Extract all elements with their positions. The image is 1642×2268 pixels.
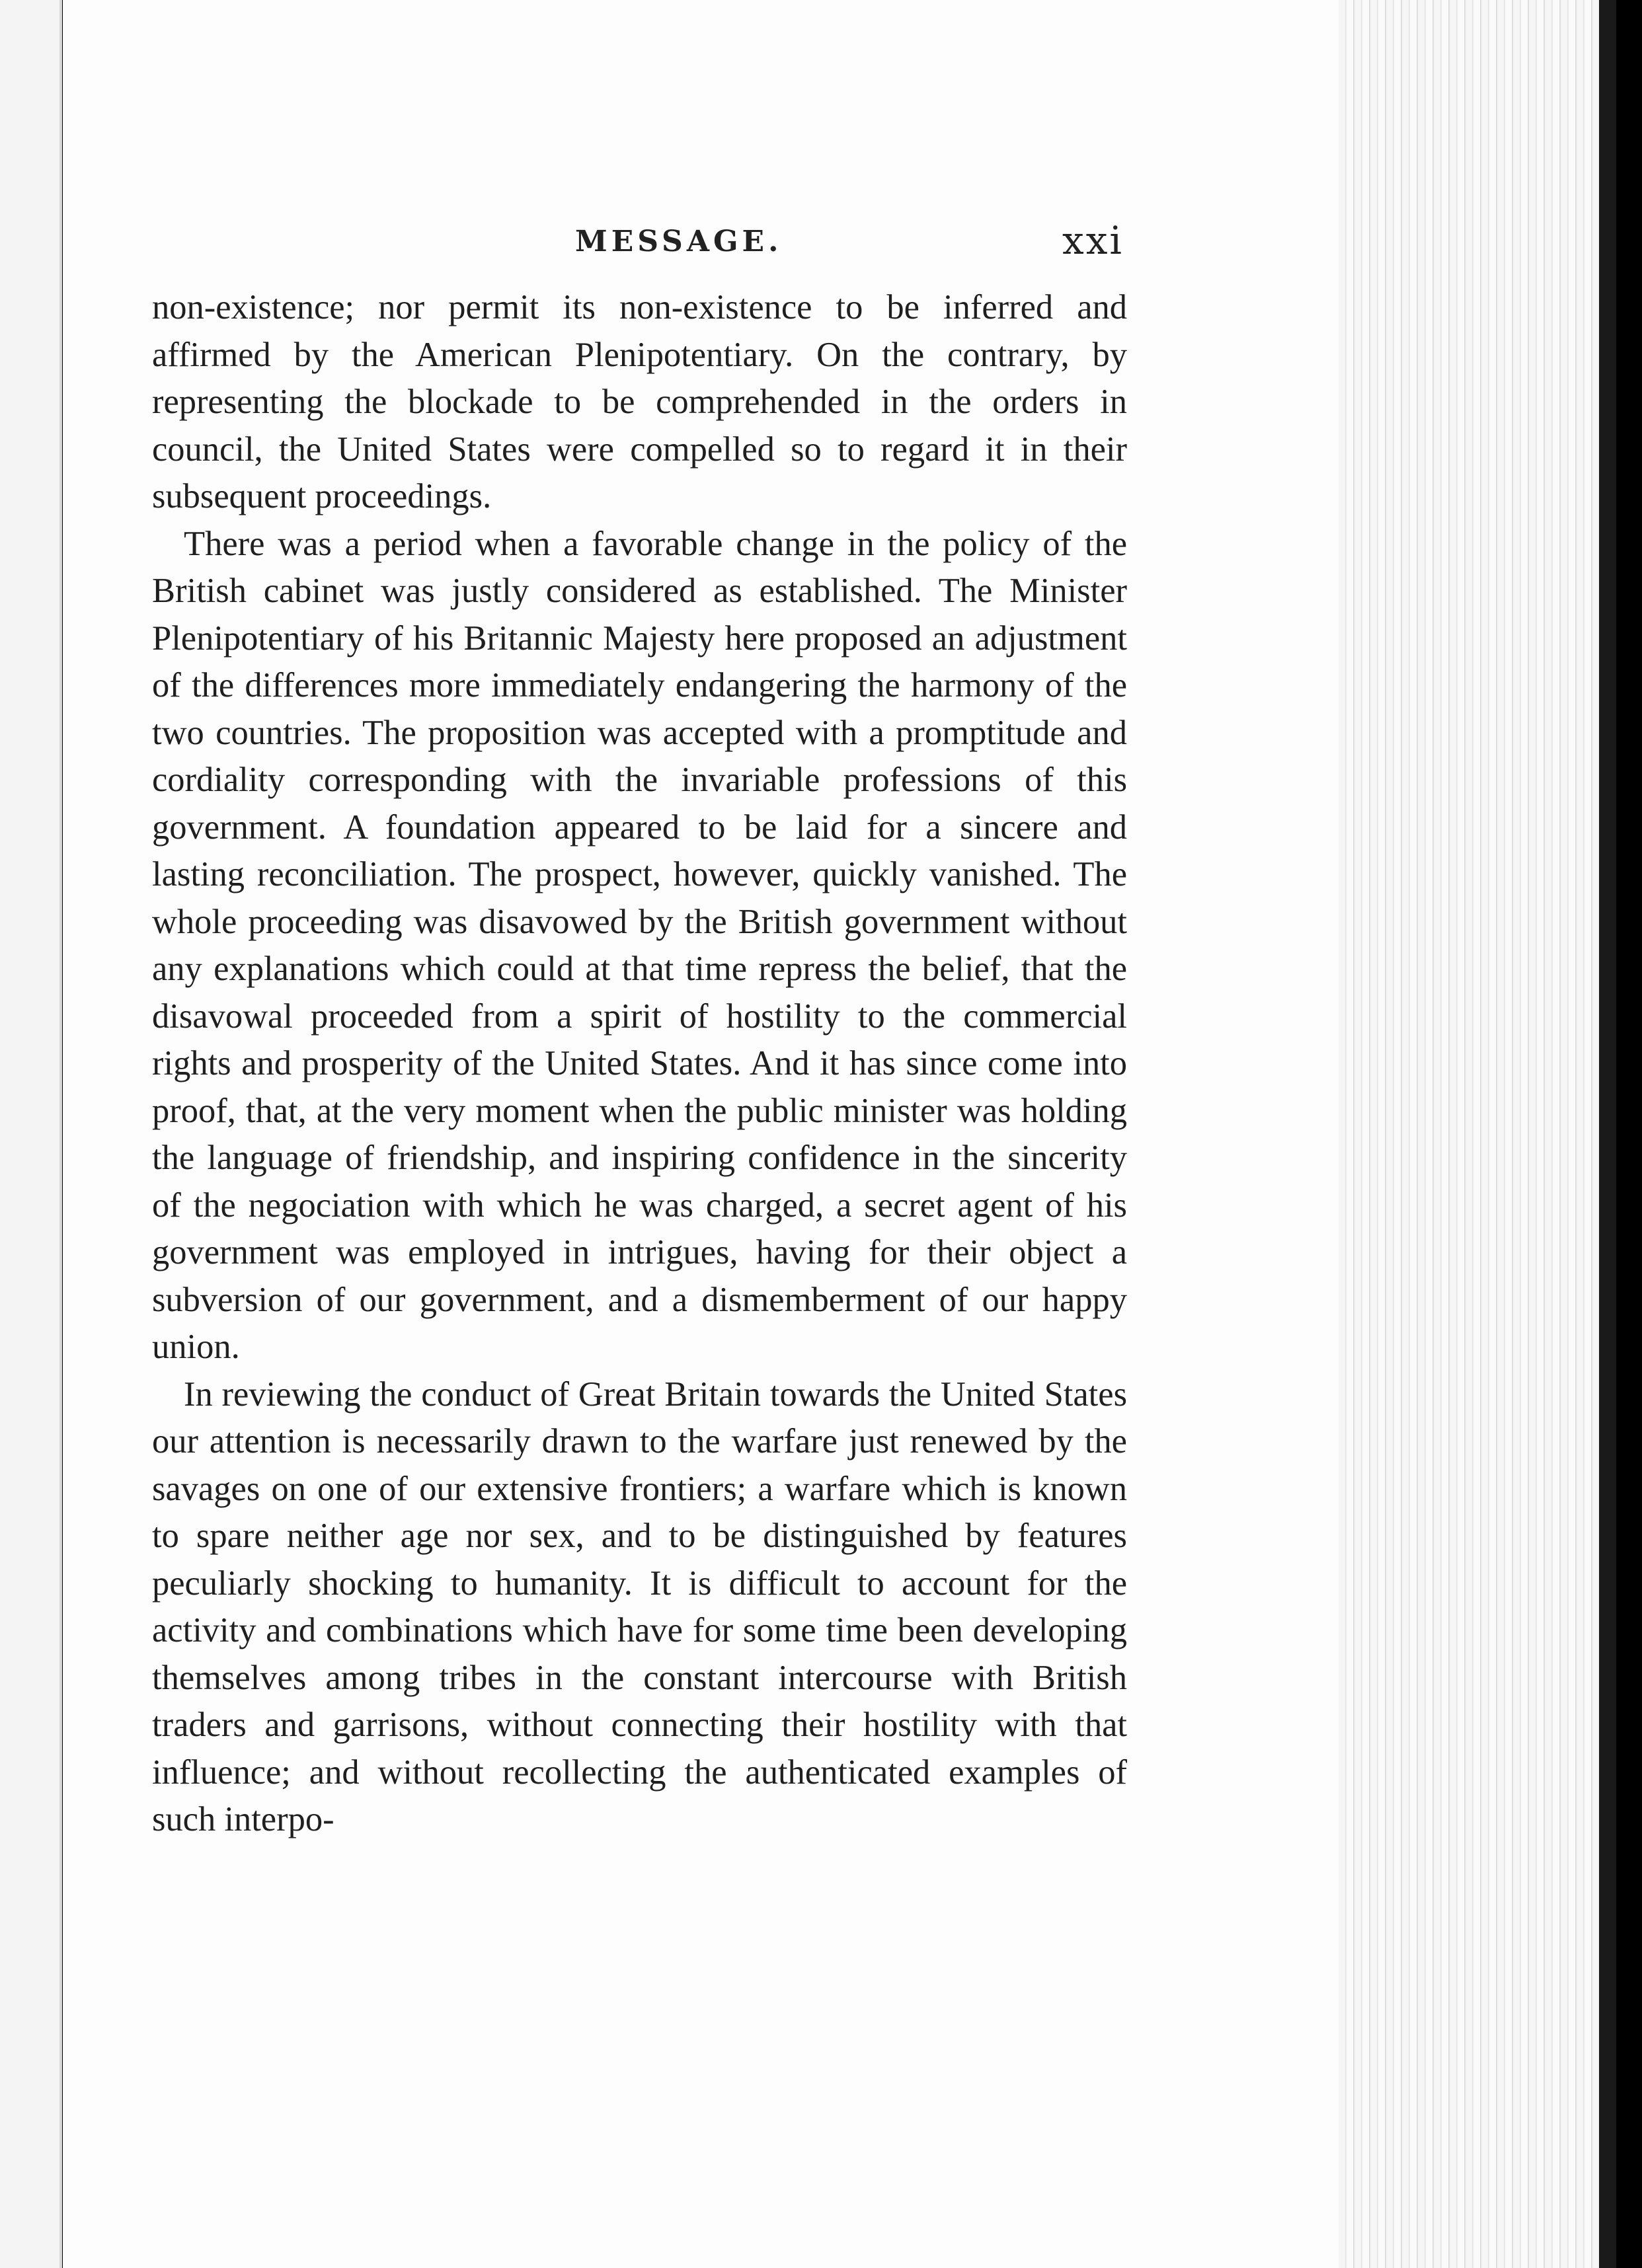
paragraph: In reviewing the conduct of Great Britain towards the United States our attention is necessarily drawn to the warfare just renewed by the savages on one of our extensive frontiers; a warfare which is known to spare neither age nor sex, and to be distinguished by features peculiarly shocking to humanity. It is difficult to account for the activity and combinations which have for some time been developing themselves among tribes in the constant intercourse with British traders and garrisons, without connecting their hostility with that influence; and without recollecting the authenticated examples of such interpo- (152, 1375, 1127, 1838)
body-text (152, 284, 1127, 1844)
previous-page-edge (0, 0, 62, 2268)
page-number: xxi (1062, 218, 1124, 263)
paragraph: There was a period when a favorable change in the policy of the British cabinet was justly considered as established. The Minister Plenipotentiary of his Britannic Majesty here proposed an adjustment of the differences more immediately endangering the harmony of the two countries. The proposition was accepted with a promptitude and cordiality corresponding with the invariable professions of this government. A foundation appeared to be laid for a sincere and lasting reconciliation. The prospect, however, quickly vanished. The whole proceeding was disavowed by the British government without any explanations which could at that time repress the belief, that the disavowal proceeded from a spirit of hostility to the commercial rights and prosperity of the United States. And it has since come into proof, that, at the very moment when the public minister was holding the language of friendship, and inspiring confidence in the sincerity of the negociation with which he was charged, a secret agent of his government was employed in intrigues, having for their object a subversion of our government, and a dismemberment of our happy union. (152, 524, 1127, 1366)
running-head (152, 218, 1124, 271)
paragraph-continuation: non-existence; nor permit its non-existence to be inferred and affirmed by the American Plenipotentiary. On the contrary, by representing the blockade to be comprehended in the orders in council, the United States were compelled so to regard it in their subsequent proceedings. (152, 288, 1127, 515)
stacked-page-edges (1339, 0, 1616, 2268)
running-title: MESSAGE. (575, 225, 783, 258)
